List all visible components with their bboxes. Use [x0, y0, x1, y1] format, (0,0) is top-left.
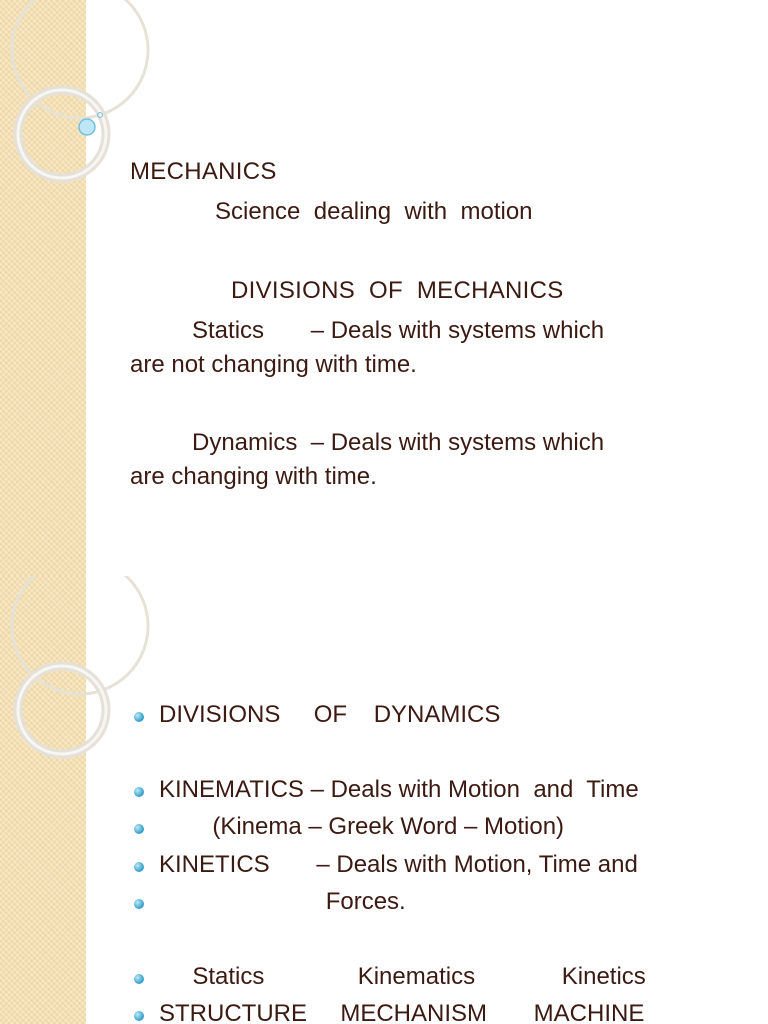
bubble-icon — [79, 119, 95, 135]
bullet-icon — [134, 712, 144, 722]
statics-line-1: Statics – Deals with systems which — [192, 317, 605, 344]
statics-line-2: are not changing with time. — [130, 351, 417, 378]
bullet-icon — [134, 862, 144, 872]
bullet-icon — [134, 787, 144, 797]
divisions-heading: DIVISIONS OF MECHANICS — [231, 277, 564, 304]
dynamics-line-1: Dynamics – Deals with systems which — [192, 429, 605, 456]
bullet-icon — [134, 824, 144, 834]
bullet-icon — [134, 899, 144, 909]
bullet-icon — [134, 974, 144, 984]
slide-title: MECHANICS — [130, 158, 277, 185]
bullet-icon — [134, 1011, 144, 1021]
decorative-rings — [0, 576, 200, 776]
slide-2: DIVISIONS OF DYNAMICS KINEMATICS – Deals with Motion and Time (Kinema – Greek Word – Motion) KINETICS – Deals with Motion, Time and Forces. Statics Kinematics Kinetics STRUCTURE MECHANISM MACHINE — [0, 576, 768, 1024]
dynamics-line-2: are changing with time. — [130, 463, 377, 490]
slide-subtitle: Science dealing with motion — [215, 198, 533, 225]
